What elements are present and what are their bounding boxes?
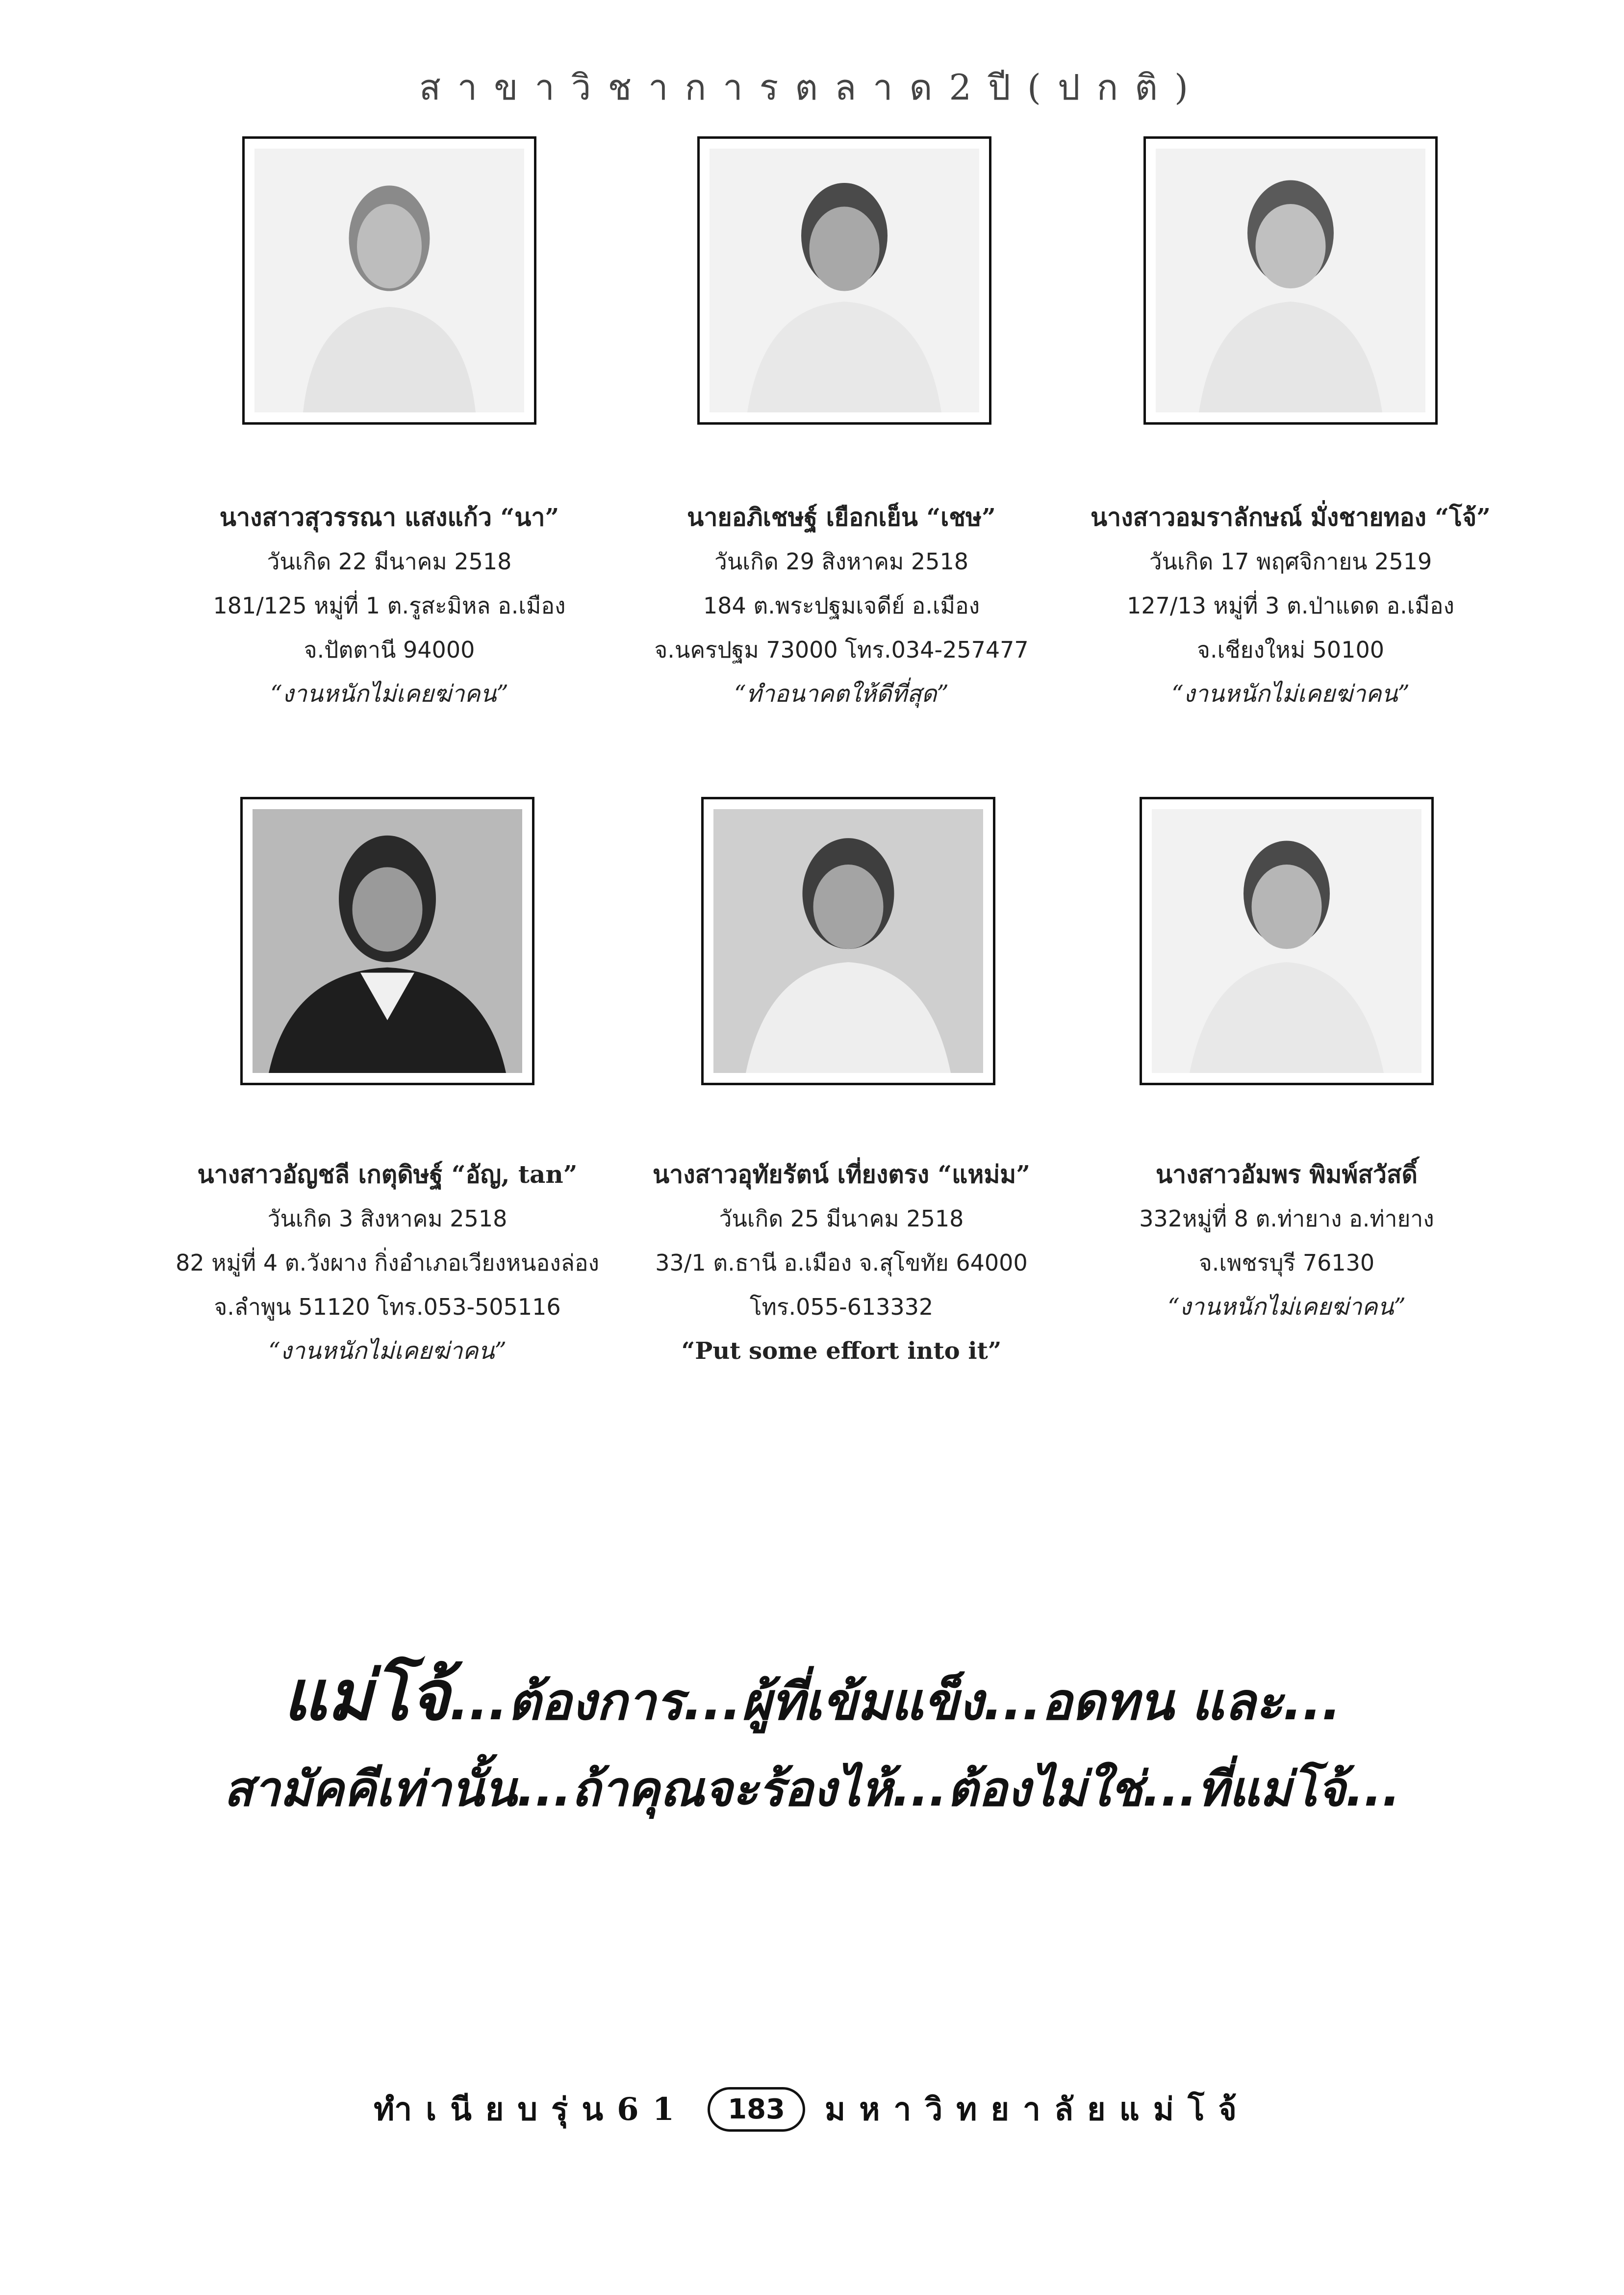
- student-photo-1: [242, 136, 536, 425]
- student-address: จ.ลำพูน 51120 โทร.053-505116: [214, 1294, 561, 1320]
- student-name: นางสาวอัญชลี เกตุดิษฐ์ “อัญ, tan”: [197, 1160, 578, 1189]
- portrait-silhouette: [1156, 149, 1425, 412]
- student-address: 332หมู่ที่ 8 ต.ท่ายาง อ.ท่ายาง: [1139, 1205, 1434, 1232]
- student-photo-6: [1140, 797, 1434, 1085]
- student-motto: “งานหนักไม่เคยฆ่าคน”: [1167, 1293, 1406, 1321]
- student-photo-4: [240, 797, 534, 1085]
- student-name: นางสาวอมราลักษณ์ มั่งชายทอง “โจ้”: [1090, 503, 1491, 532]
- student-birthdate: วันเกิด 17 พฤศจิกายน 2519: [1149, 548, 1432, 575]
- student-card-1: [169, 495, 610, 716]
- slogan-line-2: สามัคคีเท่านั้น...ถ้าคุณจะร้องไห้...ต้องไม่ใช่...ที่แม่โจ้...: [224, 1761, 1400, 1817]
- student-photo-2: [697, 136, 991, 425]
- footer-university-name: มหาวิทยาลัยแม่โจ้: [825, 2091, 1250, 2128]
- footer-yearbook-title: ทำเนียบรุ่น61: [374, 2091, 688, 2128]
- student-photo-5: [701, 797, 995, 1085]
- student-address: 181/125 หมู่ที่ 1 ต.รูสะมิหล อ.เมือง: [213, 592, 566, 619]
- student-motto: “ทำอนาคตให้ดีที่สุด”: [734, 680, 949, 708]
- student-address: จ.เชียงใหม่ 50100: [1197, 637, 1384, 663]
- student-card-4: [167, 1152, 608, 1373]
- student-birthdate: วันเกิด 25 มีนาคม 2518: [719, 1205, 964, 1232]
- student-address: 33/1 ต.ธานี อ.เมือง จ.สุโขทัย 64000: [655, 1250, 1028, 1276]
- student-motto: “งานหนักไม่เคยฆ่าคน”: [270, 680, 508, 708]
- page-header: สาขาวิชาการตลาด2ปี(ปกติ): [419, 67, 1205, 108]
- student-address: 184 ต.พระปฐมเจดีย์ อ.เมือง: [703, 592, 980, 619]
- student-address: โทร.055-613332: [749, 1294, 934, 1320]
- portrait-silhouette: [1152, 809, 1421, 1073]
- portrait-silhouette: [710, 149, 979, 412]
- student-name: นางสาวอัมพร พิมพ์สวัสดิ์: [1155, 1160, 1418, 1189]
- page-footer: [0, 2084, 1624, 2134]
- student-address: จ.เพชรบุรี 76130: [1198, 1250, 1375, 1276]
- student-motto: “Put some effort into it”: [681, 1337, 1002, 1365]
- slogan-line-1: [0, 1640, 1624, 1750]
- student-card-2: [621, 495, 1062, 716]
- student-address: 127/13 หมู่ที่ 3 ต.ป่าแดด อ.เมือง: [1127, 592, 1454, 619]
- portrait-silhouette: [253, 809, 522, 1073]
- student-address: จ.ปัตตานี 94000: [304, 637, 475, 663]
- student-birthdate: วันเกิด 3 สิงหาคม 2518: [267, 1205, 508, 1232]
- student-name: นางสาวอุทัยรัตน์ เที่ยงตรง “แหม่ม”: [652, 1160, 1031, 1189]
- student-address: จ.นครปฐม 73000 โทร.034-257477: [654, 637, 1029, 663]
- student-birthdate: วันเกิด 22 มีนาคม 2518: [267, 548, 512, 575]
- student-motto: “งานหนักไม่เคยฆ่าคน”: [268, 1337, 507, 1365]
- student-card-5: [621, 1152, 1062, 1373]
- slogan-emphasis: แม่โจ้: [283, 1656, 450, 1736]
- student-address: 82 หมู่ที่ 4 ต.วังผาง กิ่งอำเภอเวียงหนองล่อง: [176, 1250, 599, 1276]
- portrait-silhouette: [254, 149, 524, 412]
- portrait-silhouette: [713, 809, 983, 1073]
- student-photo-3: [1143, 136, 1438, 425]
- student-name: นางสาวสุวรรณา แสงแก้ว “นา”: [219, 503, 559, 532]
- slogan-text: ...ต้องการ...ผู้ที่เข้มแข็ง...อดทน และ...: [449, 1672, 1341, 1732]
- student-motto: “งานหนักไม่เคยฆ่าคน”: [1171, 680, 1410, 708]
- page-number: 183: [708, 2087, 805, 2132]
- student-birthdate: วันเกิด 29 สิงหาคม 2518: [714, 548, 968, 575]
- student-card-3: [1070, 495, 1511, 716]
- student-name: นายอภิเชษฐ์ เยือกเย็น “เชษ”: [687, 503, 996, 532]
- student-card-6: [1066, 1152, 1507, 1329]
